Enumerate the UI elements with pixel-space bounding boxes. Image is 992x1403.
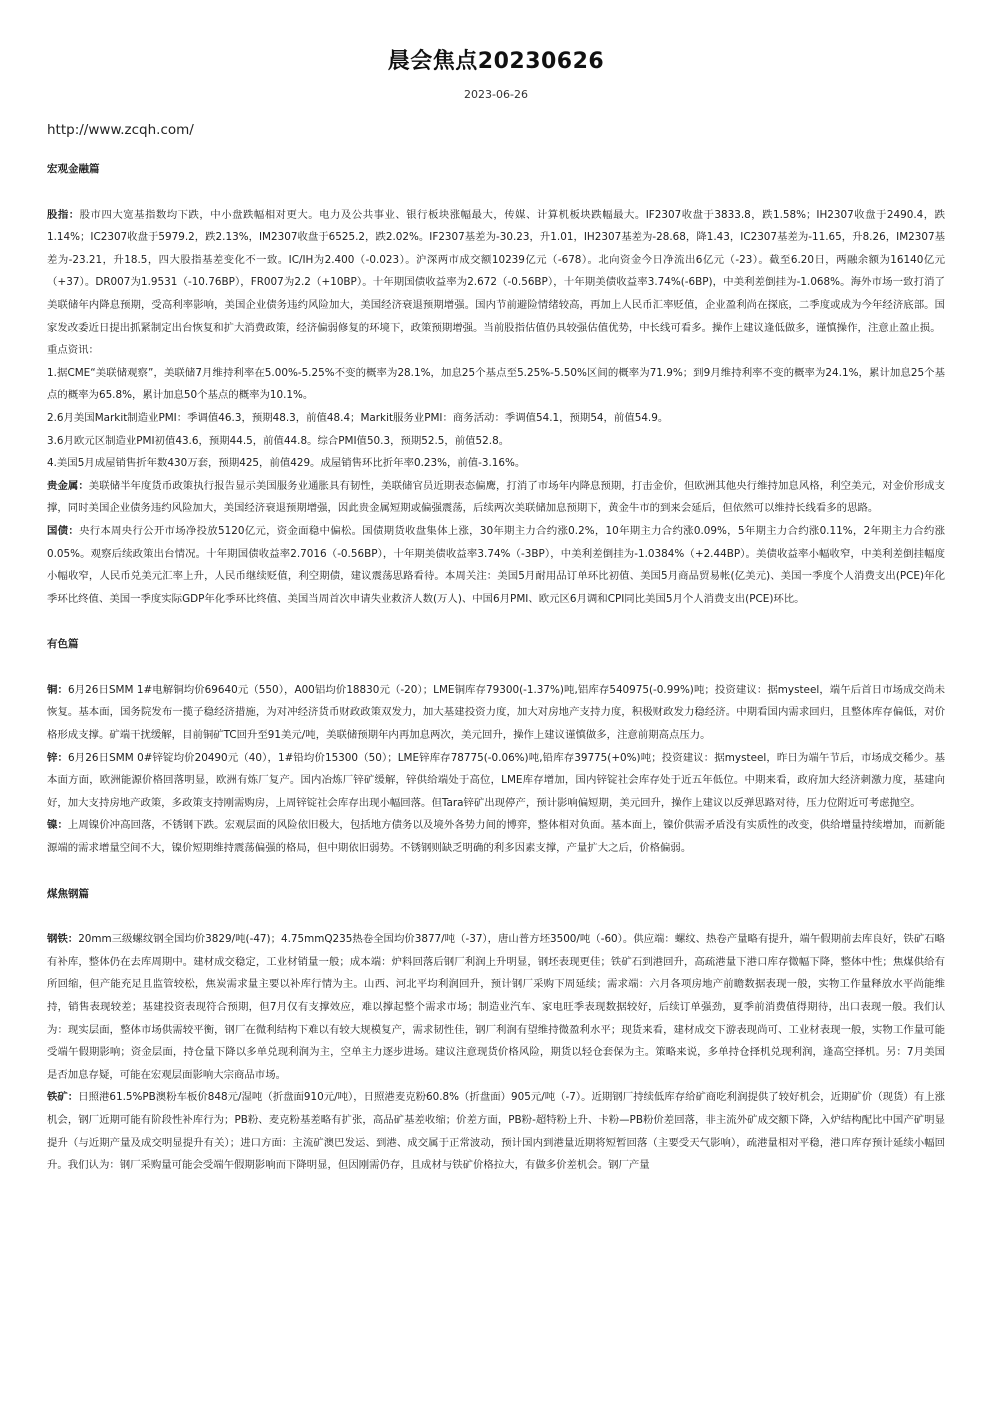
paragraph-treasury-bonds <box>47 520 945 610</box>
paragraph-zinc <box>47 747 945 815</box>
paragraph-steel <box>47 928 945 1086</box>
label-nickel: 镍： <box>47 819 68 832</box>
text-treasury-bonds: 央行本周央行公开市场净投放5120亿元，资金面稳中偏松。国债期货收盘集体上涨，30年期主力合约涨0.2%，10年期主力合约涨0.09%，5年期主力合约涨0.11%，2年期主力合约涨0.05%。观察后续政策出台情况。十年期国债收益率2.7016（-0.56BP），十年期美债收益率3.74%（-3BP），中美利差倒挂为-1.0384%（+2.44BP）。美债收益率小幅收窄，中美利差倒挂幅度小幅收窄，人民币兑美元汇率上升，人民币继续贬值，利空期债，建议震荡思路看待。本周关注：美国5月耐用品订单环比初值、美国5月商品贸易帐(亿美元)、美国一季度个人消费支出(PCE)年化季环比终值、美国一季度实际GDP年化季环比终值、美国当周首次申请失业救济人数(万人)、中国6月PMI、欧元区6月调和CPI同比美国5月个人消费支出(PCE)环比。 <box>47 524 945 605</box>
label-zinc: 锌： <box>47 751 69 764</box>
text-copper: 6月26日SMM 1#电解铜均价69640元（550），A00铝均价18830元（-20）；LME铜库存79300(-1.37%)吨,铝库存540975(-0.99%)吨；投资建议：据mysteel，端午后首日市场成交尚未恢复。基本面，国务院发布一揽子稳经济措施，为对冲经济货币财政政策双发力，加大基建投资力度，加大对房地产支持力度，积极财政发力稳经济。中期看国内需求回归，且整体库存偏低，对价格形成支撑。矿端干扰缓解，目前铜矿TC回升至91美元/吨，美联储预期年内再加息两次，美元回升，操作上建议谨慎做多，注意前期高点压力。 <box>47 683 945 742</box>
label-copper: 铜： <box>47 683 68 696</box>
label-treasury-bonds: 国债： <box>47 524 80 537</box>
paragraph-precious-metals <box>47 475 945 520</box>
section-heading-coal-steel: 煤焦钢篇 <box>47 887 89 900</box>
paragraph-nickel <box>47 814 945 859</box>
paragraph-iron-ore <box>47 1086 945 1176</box>
page-title: 晨会焦点20230626 <box>387 49 605 74</box>
text-stock-index: 股市四大宽基指数均下跌，中小盘跌幅相对更大。电力及公共事业、银行板块涨幅最大，传媒、计算机板块跌幅最大。IF2307收盘于3833.8，跌1.58%；IH2307收盘于2490.4，跌1.14%；IC2307收盘于5979.2，跌2.13%，IM2307收盘于6525.2，跌2.02%。IF2307基差为-30.23，升1.01，IH2307基差为-28.68，降1.43，IC2307基差为-11.65，升8.26，IM2307基差为-23.21，升18.5，四大股指基差变化不一致。IC/IH为2.400（-0.023）。沪深两市成交额10239亿元（-678）。北向资金今日净流出6亿元（-23）。截至6.20日，两融余额为16140亿元（+37）。DR007为1.9531（-10.76BP），FR007为2.2（+10BP）。十年期国债收益率为2.672（-0.56BP），十年期美债收益率3.74%(-6BP)，中美利差倒挂为-1.068%。海外市场一致打消了美联储年内降息预期，受高利率影响，美国企业债务违约风险加大，美国经济衰退预期增强。国内节前避险情绪较高，再加上人民币汇率贬值，企业盈利尚在探底，二季度或成为今年经济底部。国家发改委近日提出抓紧制定出台恢复和扩大消费政策，经济偏弱修复的环境下，政策预期增强。当前股指估值仍具较强估值优势，中长线可看多。操作上建议逢低做多，谨慎操作，注意止盈止损。 <box>47 208 946 334</box>
label-iron-ore: 铁矿： <box>47 1091 79 1104</box>
text-nickel: 上周镍价冲高回落，不锈钢下跌。宏观层面的风险依旧极大，包括地方债务以及境外各势力间的博弈，整体相对负面。基本面上，镍价供需矛盾没有实质性的改变，供给增量持续增加，而新能源端的需求增量空间不大，镍价短期维持震荡偏强的格局，但中期依旧弱势。不锈钢则缺乏明确的利多因素支撑，产量扩大之后，价格偏弱。 <box>47 819 945 855</box>
key-info-item: 2.6月美国Markit制造业PMI：季调值46.3，预期48.3，前值48.4；Markit服务业PMI：商务活动：季调值54.1，预期54，前值54.9。 <box>47 411 669 424</box>
text-steel: 20mm三级螺纹钢全国均价3829/吨(-47)；4.75mmQ235热卷全国均价3877/吨（-37），唐山普方坯3500/吨（-60）。供应端：螺纹、热卷产量略有提升，端午假期前去库良好，铁矿石略有补库，整体仍在去库周期中。建材成交稳定，工业材销量一般；成本端：炉料回落后钢厂利润上升明显，钢坯表现更佳；铁矿石到港回升，高疏港量下港口库存微幅下降，整体中性；焦煤供给有所回缩，但产能充足且监管较松，焦炭需求量主要以补库行情为主。山西、河北平均利润回升，预计钢厂采购下周延续；需求端：六月各项房地产前瞻数据表现一般，实物工作量释放水平尚能维持，销售表现较差；基建投资表现符合预期，但7月仅有支撑效应，难以撑起整个需求市场；制造业汽车、家电旺季表现数据较好，后续订单强劲，夏季前消费值得期待，出口表现一般。我们认为：现实层面，整体市场供需较平衡，钢厂在微利结构下难以有较大规模复产，需求韧性佳，钢厂利润有望维持微盈利水平；现货来看，建材成交下游表现尚可、工业材表现一般，实物工作量可能受端午假期影响；资金层面，持仓量下降以多单兑现利润为主，空单主力逐步进场。建议注意现货价格风险，期货以轻仓套保为主。策略来说，多单持仓择机兑现利润，逢高空择机。另：7月美国是否加息存疑，可能在宏观层面影响大宗商品市场。 <box>47 933 946 1081</box>
section-heading-macro: 宏观金融篇 <box>47 163 100 175</box>
source-url-link[interactable]: http://www.zcqh.com/ <box>47 122 194 138</box>
key-info-title: 重点资讯： <box>47 344 99 357</box>
label-steel: 钢铁： <box>47 933 79 946</box>
text-iron-ore: 日照港61.5%PB澳粉车板价848元/湿吨（折盘面910元/吨），日照港麦克粉60.8%（折盘面）905元/吨（-7）。近期钢厂持续低库存给矿商吃利润提供了较好机会，近期矿价（现货）有上涨机会，钢厂近期可能有阶段性补库行为；PB粉、麦克粉基差略有扩张，高品矿基差收缩；价差方面，PB粉-超特粉上升、卡粉—PB粉价差回落，非主流外矿成交额下降，入炉结构配比中国产矿明显提升（与近期产量及成交明显提升有关）；进口方面：主流矿澳巴发运、到港、成交属于正常波动，预计国内到港量近期将短暂回落（主要受天气影响），疏港量相对平稳，港口库存预计延续小幅回升。我们认为：钢厂采购量可能会受端午假期影响而下降明显，但因刚需仍存，且成材与铁矿价格拉大，有做多价差机会。钢厂产量 <box>47 1091 946 1172</box>
label-precious-metals: 贵金属： <box>47 479 89 492</box>
key-info-item: 1.据CME“美联储观察”，美联储7月维持利率在5.00%-5.25%不变的概率为28.1%，加息25个基点至5.25%-5.50%区间的概率为71.9%；到9月维持利率不变的概率为24.1%，累计加息25个基点的概率为65.8%，累计加息50个基点的概率为10.1%。 <box>47 366 945 402</box>
text-precious-metals: 美联储半年度货币政策执行报告显示美国服务业通胀具有韧性，美联储官员近期表态偏鹰，打消了市场年内降息预期，打击金价，但欧洲其他央行维持加息风格，利空美元，对金价形成支撑，同时美国企业债务违约风险加大，美国经济衰退预期增强，因此贵金属短期或偏强震荡，后续两次美联储加息预期下，黄金牛市的到来会延后，但依然可以维持长线看多的思路。 <box>47 479 946 515</box>
text-zinc: 6月26日SMM 0#锌锭均价20490元（40），1#铅均价15300（50）；LME锌库存78775(-0.06%)吨,铅库存39775(+0%)吨；投资建议：据mysteel，昨日为端午节后，市场成交稀少。基本面方面，欧洲能源价格回落明显，欧洲有炼厂复产。国内冶炼厂锌矿缓解，锌供给端处于高位，LME库存增加，国内锌锭社会库存处于近五年低位。中期来看，政府加大经济刺激力度，基建向好，加大支持房地产政策，多政策支持刚需购房，上周锌锭社会库存出现小幅回落。但Tara锌矿出现停产，预计影响偏短期，美元回升，操作上建议以反弹思路对待，压力位附近可考虑抛空。 <box>47 751 945 809</box>
label-stock-index: 股指： <box>47 208 80 221</box>
paragraph-copper <box>47 679 945 747</box>
key-info-item: 4.美国5月成屋销售折年数430万套，预期425，前值429。成屋销售环比折年率0.23%，前值-3.16%。 <box>47 457 526 470</box>
key-info-item: 3.6月欧元区制造业PMI初值43.6，预期44.5，前值44.8。综合PMI值50.3，预期52.5，前值52.8。 <box>47 434 510 447</box>
document-body <box>47 158 945 1177</box>
document-date: 2023-06-26 <box>464 88 528 101</box>
paragraph-stock-index <box>47 204 945 340</box>
section-heading-nonferrous: 有色篇 <box>47 638 79 651</box>
